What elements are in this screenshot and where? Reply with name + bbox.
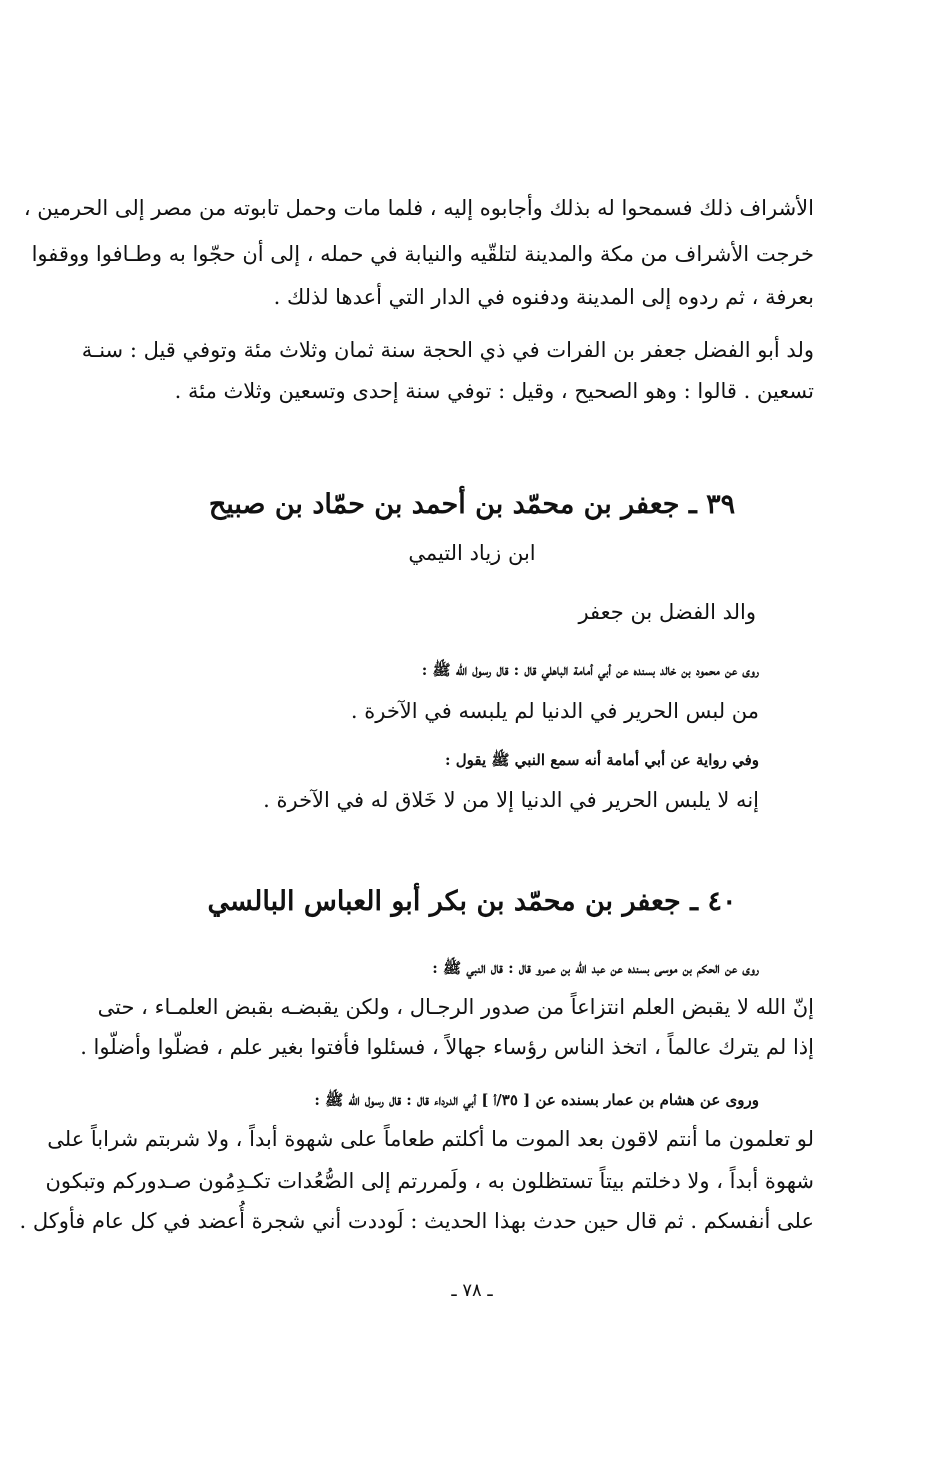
paragraph-2-line-2: تسعين . قالوا : وهو الصحيح ، وقيل : توفي سنة إحدى وتسعين وثلاث مئة . <box>174 379 814 403</box>
entry-39-isnad-2: وفي رواية عن أبي أمامة أنه سمع النبي ﷺ يقول : <box>444 751 759 769</box>
entry-40-isnad-2: وروى عن هشام بن عمار بسنده عن [ ٣٥/أ ] أبي الدرداء قال : قال رسول الله ﷺ : <box>314 1091 759 1109</box>
entry-39-subtitle: ابن زياد التيمي <box>408 541 536 565</box>
paragraph-1-line-3: بعرفة ، ثم ردوه إلى المدينة ودفنوه في الدار التي أعدها لذلك . <box>273 285 814 309</box>
page-number: ـ ٧٨ ـ <box>451 1280 493 1301</box>
entry-39-intro: والد الفضل بن جعفر <box>578 600 756 624</box>
entry-40-matn-1-line-1: إنّ الله لا يقبض العلم انتزاعاً من صدور الرجـال ، ولكن يقبضـه بقبض العلمـاء ، حتى <box>97 995 814 1019</box>
entry-40-matn-2-line-3: على أنفسكم . ثم قال حين حدث بهذا الحديث : لَوددت أني شجرة أُعضد في كل عام فأوكل . <box>19 1209 814 1233</box>
entry-40-matn-1-line-2: إذا لم يترك عالماً ، اتخذ الناس رؤساء جهالاً ، فسئلوا فأفتوا بغير علم ، فضلّوا وأضلّوا . <box>80 1035 814 1059</box>
paragraph-1-line-2: خرجت الأشراف من مكة والمدينة لتلقّيه والنيابة في حمله ، إلى أن حجّوا به وطـافوا ووقفوا <box>31 242 814 266</box>
entry-39-isnad-1: روى عن محمود بن خالد بسنده عن أبي أمامة الباهلي قال : قال رسول الله ﷺ : <box>421 661 759 679</box>
entry-39-matn-1: من لبس الحرير في الدنيا لم يلبسه في الآخرة . <box>350 699 759 723</box>
entry-40-matn-2-line-1: لو تعلمون ما أنتم لاقون بعد الموت ما أكلتم طعاماً على شهوة أبداً ، ولا شربتم شراباً على <box>47 1127 814 1151</box>
paragraph-1-line-1: الأشراف ذلك فسمحوا له بذلك وأجابوه إليه ، فلما مات وحمل تابوته من مصر إلى الحرمين ، <box>23 196 814 220</box>
entry-40-matn-2-line-2: شهوة أبداً ، ولا دخلتم بيتاً تستظلون به ، ولَمررتم إلى الصُّعُدات تكـدِمُون صـدوركم وتبكون <box>45 1169 814 1193</box>
entry-39-matn-2: إنه لا يلبس الحرير في الدنيا إلا من لا خَلاق له في الآخرة . <box>263 788 759 812</box>
entry-39-title: ٣٩ ـ جعفر بن محمّد بن أحمد بن حمّاد بن صبيح <box>208 489 736 520</box>
entry-40-isnad-1: روى عن الحكم بن موسى بسنده عن عبد الله بن عمرو قال : قال النبي ﷺ : <box>432 959 759 977</box>
entry-40-title: ٤٠ ـ جعفر بن محمّد بن بكر أبو العباس البالسي <box>207 886 737 917</box>
paragraph-2-line-1: ولد أبو الفضل جعفر بن الفرات في ذي الحجة سنة ثمان وثلاث مئة وتوفي قيل : سنـة <box>81 338 814 362</box>
